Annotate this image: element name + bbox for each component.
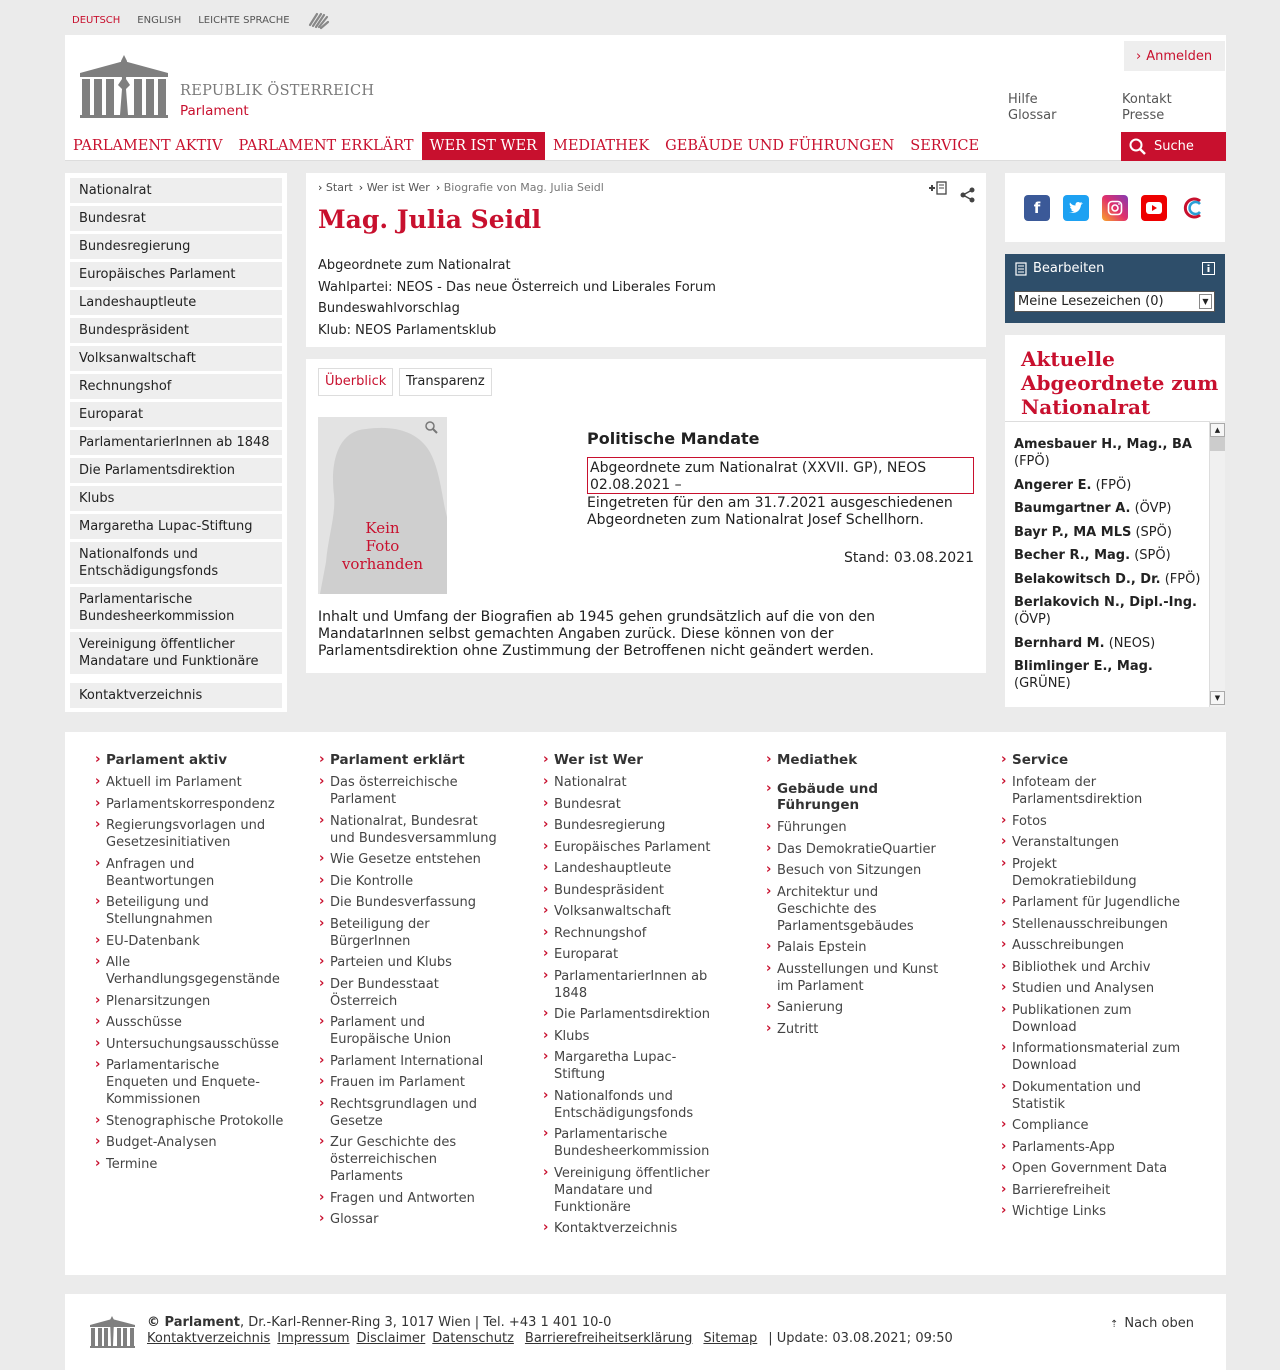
list-item[interactable]: Berlakovich N., Dipl.-Ing. (ÖVP) <box>1014 595 1197 627</box>
bookmarks-select[interactable] <box>1014 291 1215 312</box>
list-item[interactable]: Blimlinger E., Mag. (GRÜNE) <box>1014 659 1153 691</box>
footer-link[interactable]: › Das österreichische Parlament <box>319 774 499 808</box>
footer-link[interactable]: › Ausschüsse <box>95 1014 285 1031</box>
copyright-address: © Parlament, Dr.-Karl-Renner-Ring 3, 1017 Wien | Tel. +43 1 401 10-0 <box>147 1315 612 1330</box>
footer-link[interactable]: › ParlamentarierInnen ab 1848 <box>543 968 713 1002</box>
footer-link[interactable]: › Die Parlamentsdirektion <box>543 1006 713 1023</box>
info-icon[interactable] <box>1202 262 1215 275</box>
footer-link[interactable]: › Untersuchungsausschüsse <box>95 1036 285 1053</box>
nav-wer-ist-wer[interactable]: WER IST WER <box>422 132 545 160</box>
footer-link[interactable]: › Parlament für Jugendliche <box>1001 894 1181 911</box>
login-button[interactable] <box>1124 41 1225 71</box>
footer-link[interactable]: › Studien und Analysen <box>1001 980 1181 997</box>
language-bar <box>72 10 331 30</box>
lang-deutsch[interactable]: DEUTSCH <box>72 14 121 26</box>
footer-link[interactable]: › Europäisches Parlament <box>543 839 713 856</box>
profile-club: Klub: NEOS Parlamentsklub <box>318 322 497 338</box>
footer-link[interactable]: › Klubs <box>543 1028 713 1045</box>
brand-title: REPUBLIK ÖSTERREICH <box>180 83 375 99</box>
sidebar-item-nationalfonds[interactable]: Nationalfonds und Entschädigungsfonds <box>70 542 282 584</box>
link-barrierefreiheit[interactable]: Barrierefreiheitserklärung <box>524 1331 693 1346</box>
no-photo-text: Kein Foto vorhanden <box>341 519 424 573</box>
social-media-bar <box>1005 173 1225 242</box>
bookmarks-select-value: Meine Lesezeichen (0) <box>1018 294 1164 309</box>
nav-mediathek[interactable]: MEDIATHEK <box>552 138 650 154</box>
login-label: Anmelden <box>1146 48 1213 64</box>
footer-link[interactable]: › Beteiligung der BürgerInnen <box>319 916 499 950</box>
glossary-link[interactable]: Glossar <box>1008 108 1057 123</box>
footer-col-service <box>1001 752 1181 1225</box>
breadcrumb-current: › Biografie von Mag. Julia Seidl <box>435 181 604 194</box>
copyright-bar <box>65 1294 1226 1370</box>
sidebar-item-kontaktverzeichnis[interactable]: Kontaktverzeichnis <box>70 683 282 708</box>
sidebar-item-bundesregierung[interactable]: Bundesregierung <box>70 234 282 259</box>
footer-link[interactable]: › Nationalfonds und Entschädigungsfonds <box>543 1088 713 1122</box>
footer-link[interactable]: › Glossar <box>319 1211 499 1228</box>
stand-date: Stand: 03.08.2021 <box>843 550 974 566</box>
breadcrumb-wer-ist-wer[interactable]: › Wer ist Wer <box>358 181 430 194</box>
link-datenschutz[interactable]: Datenschutz <box>432 1331 514 1346</box>
footer-link[interactable]: › Volksanwaltschaft <box>543 903 713 920</box>
sidebar-item-lupac[interactable]: Margaretha Lupac-Stiftung <box>70 514 282 539</box>
footer-link[interactable]: › Informationsmaterial zum Download <box>1001 1040 1181 1074</box>
profile-list: Bundeswahlvorschlag <box>318 301 460 316</box>
nav-gebaeude[interactable]: GEBÄUDE UND FÜHRUNGEN <box>665 138 895 154</box>
footer-heading[interactable]: › Parlament erklärt <box>319 752 499 768</box>
bookmarks-header[interactable] <box>1015 261 1104 276</box>
mandate-note: Eingetreten für den am 31.7.2021 ausgeschiedenen Abgeordneten zum Nationalrat Josef Schellhorn. <box>587 495 953 528</box>
sidebar-item-bundesheerkommission[interactable]: Parlamentarische Bundesheerkommission <box>70 587 282 629</box>
header-links-right <box>1122 92 1172 124</box>
footer-link[interactable]: › Vereinigung öffentlicher Mandatare und Funktionäre <box>543 1165 713 1216</box>
list-item[interactable]: Belakowitsch D., Dr. (FPÖ) <box>1014 571 1201 587</box>
nav-parlament-aktiv[interactable]: PARLAMENT AKTIV <box>73 138 223 154</box>
tab-transparenz[interactable]: Transparenz <box>399 368 492 396</box>
sidebar-item-parlamentarier[interactable]: ParlamentarierInnen ab 1848 <box>70 430 282 455</box>
footer-link[interactable]: › Plenarsitzungen <box>95 993 285 1010</box>
arrow-up-icon: ⇡ <box>1109 1319 1119 1330</box>
footer-link[interactable]: › Kontaktverzeichnis <box>543 1220 713 1237</box>
breadcrumb-start[interactable]: › Start <box>318 181 353 194</box>
footer-link[interactable]: › Bundespräsident <box>543 882 713 899</box>
add-bookmark-icon[interactable] <box>928 181 948 197</box>
footer-link[interactable]: › Alle Verhandlungsgegenstände <box>95 954 285 988</box>
nav-service[interactable]: SERVICE <box>910 138 980 154</box>
footer-link[interactable]: › Fotos <box>1001 813 1181 830</box>
facebook-icon[interactable]: f <box>1024 195 1050 221</box>
footer-link[interactable]: › Open Government Data <box>1001 1160 1181 1177</box>
main-navigation <box>65 132 1226 161</box>
footer-link[interactable]: › Aktuell im Parlament <box>95 774 285 791</box>
footer-link[interactable]: › Margaretha Lupac-Stiftung <box>543 1049 713 1083</box>
footer-link[interactable]: › Frauen im Parlament <box>319 1074 499 1091</box>
parliament-logo-small-icon[interactable] <box>90 1316 135 1348</box>
help-link[interactable]: Hilfe <box>1008 92 1038 107</box>
mps-title: Aktuelle Abgeordnete zum Nationalrat <box>1021 347 1219 419</box>
footer-col-mediathek <box>766 752 951 1042</box>
contact-link[interactable]: Kontakt <box>1122 92 1172 107</box>
footer-link[interactable]: › Rechtsgrundlagen und Gesetze <box>319 1096 499 1130</box>
footer-link[interactable]: › Parlaments-App <box>1001 1139 1181 1156</box>
footer-link[interactable]: › Die Kontrolle <box>319 873 499 890</box>
list-item[interactable]: Bernhard M. (NEOS) <box>1014 635 1156 651</box>
tab-ueberblick[interactable]: Überblick <box>318 368 393 396</box>
sidebar-item-rechnungshof[interactable]: Rechnungshof <box>70 374 282 399</box>
footer-link[interactable]: › Parlament International <box>319 1053 499 1070</box>
footer-link[interactable]: › Bundesregierung <box>543 817 713 834</box>
footer-link[interactable]: › Fragen und Antworten <box>319 1190 499 1207</box>
biography-panel <box>306 359 986 673</box>
youtube-icon[interactable] <box>1141 195 1167 221</box>
footer-heading[interactable]: › Gebäude und Führungen <box>766 781 951 813</box>
footer-link[interactable]: › Palais Epstein <box>766 939 951 956</box>
mandates-heading: Politische Mandate <box>587 429 760 448</box>
footer-col-wer-ist-wer <box>543 752 713 1242</box>
footer-link[interactable]: › Projekt Demokratiebildung <box>1001 856 1181 890</box>
footer-link[interactable]: › Bibliothek und Archiv <box>1001 959 1181 976</box>
profile-role: Abgeordnete zum Nationalrat <box>318 258 511 273</box>
footer-link[interactable]: › Termine <box>95 1156 285 1173</box>
sign-language-icon[interactable] <box>307 10 331 30</box>
link-impressum[interactable]: Impressum <box>277 1331 350 1346</box>
footer-link[interactable]: › Führungen <box>766 819 951 836</box>
footer-link[interactable]: › Barrierefreiheit <box>1001 1182 1181 1199</box>
footer-link[interactable]: › Bundesrat <box>543 796 713 813</box>
back-to-top-button[interactable]: ⇡ Nach oben <box>1109 1316 1194 1331</box>
open-data-icon[interactable] <box>1180 195 1206 221</box>
mandate-title: Abgeordnete zum Nationalrat (XXVII. GP), NEOS <box>590 460 927 476</box>
zoom-icon[interactable] <box>424 420 438 434</box>
footer-link[interactable]: › Parlamentarische Bundesheerkommission <box>543 1126 713 1160</box>
sidebar-item-volksanwaltschaft[interactable]: Volksanwaltschaft <box>70 346 282 371</box>
header-links-left <box>1008 92 1057 124</box>
brand-subtitle: Parlament <box>180 103 249 119</box>
instagram-icon[interactable] <box>1102 195 1128 221</box>
footer-link[interactable]: › Ausstellungen und Kunst im Parlament <box>766 961 951 995</box>
footer-link[interactable]: › Anfragen und Beantwortungen <box>95 856 285 890</box>
twitter-icon[interactable] <box>1063 195 1089 221</box>
footer-heading[interactable]: › Service <box>1001 752 1181 768</box>
sidebar-item-nationalrat[interactable]: Nationalrat <box>70 178 282 203</box>
sidebar-item-bundespraesident[interactable]: Bundespräsident <box>70 318 282 343</box>
sidebar-item-eu-parlament[interactable]: Europäisches Parlament <box>70 262 282 287</box>
legal-links <box>147 1331 953 1346</box>
sidebar <box>65 173 287 712</box>
footer-link[interactable]: › Wichtige Links <box>1001 1203 1181 1220</box>
list-item[interactable]: Bayr P., MA MLS (SPÖ) <box>1014 524 1172 540</box>
footer-link[interactable]: › Dokumentation und Statistik <box>1001 1079 1181 1113</box>
search-label: Suche <box>1154 139 1194 154</box>
footer-link[interactable]: › Besuch von Sitzungen <box>766 862 951 879</box>
footer-link[interactable]: › Zutritt <box>766 1021 951 1038</box>
chevron-down-icon: ▼ <box>1199 294 1212 309</box>
nav-parlament-erklaert[interactable]: PARLAMENT ERKLÄRT <box>238 138 414 154</box>
footer-link[interactable]: › Stellenausschreibungen <box>1001 916 1181 933</box>
lang-easy[interactable]: LEICHTE SPRACHE <box>198 14 290 26</box>
search-icon <box>1129 138 1146 155</box>
mps-scrollbar[interactable] <box>1209 421 1225 707</box>
mps-list <box>1005 421 1209 707</box>
list-item[interactable]: Baumgartner A. (ÖVP) <box>1014 501 1172 516</box>
sidebar-item-parlamentsdirektion[interactable]: Die Parlamentsdirektion <box>70 458 282 483</box>
footer-link[interactable]: › Wie Gesetze entstehen <box>319 851 499 868</box>
footer-link[interactable]: › Nationalrat <box>543 774 713 791</box>
footer-link[interactable]: › Ausschreibungen <box>1001 937 1181 954</box>
footer-link[interactable]: › Parteien und Klubs <box>319 954 499 971</box>
footer-link[interactable]: › Stenographische Protokolle <box>95 1113 285 1130</box>
page-title: Mag. Julia Seidl <box>318 205 542 234</box>
footer-link[interactable]: › Parlament und Europäische Union <box>319 1014 499 1048</box>
bookmarks-panel <box>1005 254 1225 323</box>
footer-link[interactable]: › Nationalrat, Bundesrat und Bundesversammlung <box>319 813 499 847</box>
site-header <box>65 35 1226 132</box>
footer-col-parlament-aktiv <box>95 752 285 1177</box>
scroll-thumb[interactable] <box>1210 437 1225 451</box>
list-item[interactable]: Becher R., Mag. (SPÖ) <box>1014 548 1171 563</box>
sidebar-item-vereinigung[interactable]: Vereinigung öffentlicher Mandatare und Funktionäre <box>70 632 282 674</box>
bio-disclaimer: Inhalt und Umfang der Biografien ab 1945 gehen grundsätzlich auf die von den MandatarInnen selbst gemachten Angaben zurück. Diese können von der Parlamentsdirektion ohne Zustimmung der Betroffenen nicht geändert werden. <box>318 609 876 659</box>
search-button[interactable] <box>1121 132 1226 161</box>
profile-photo-placeholder[interactable] <box>318 417 447 594</box>
breadcrumb <box>318 181 604 194</box>
footer-link[interactable]: › Veranstaltungen <box>1001 834 1181 851</box>
footer-link[interactable]: › Publikationen zum Download <box>1001 1002 1181 1036</box>
footer-link[interactable]: › EU-Datenbank <box>95 933 285 950</box>
link-kontaktverzeichnis[interactable]: Kontaktverzeichnis <box>147 1331 271 1346</box>
sidebar-item-europarat[interactable]: Europarat <box>70 402 282 427</box>
footer-link[interactable]: › Landeshauptleute <box>543 860 713 877</box>
footer-link[interactable]: › Compliance <box>1001 1117 1181 1134</box>
footer-link[interactable]: › Rechnungshof <box>543 925 713 942</box>
chevron-right-icon: › <box>1136 48 1142 64</box>
current-mps-panel <box>1005 335 1225 707</box>
footer-heading[interactable]: › Wer ist Wer <box>543 752 713 768</box>
footer-link[interactable]: › Parlamentskorrespondenz <box>95 796 285 813</box>
footer-link[interactable]: › Parlamentarische Enqueten und Enquete-Kommissionen <box>95 1057 285 1108</box>
footer-link[interactable]: › Die Bundesverfassung <box>319 894 499 911</box>
profile-info <box>318 255 716 341</box>
footer-link[interactable]: › Der Bundesstaat Österreich <box>319 976 499 1010</box>
press-link[interactable]: Presse <box>1122 108 1165 123</box>
footer-link[interactable]: › Beteiligung und Stellungnahmen <box>95 894 285 928</box>
update-info: | Update: 03.08.2021; 09:50 <box>768 1331 953 1346</box>
footer-link[interactable]: › Regierungsvorlagen und Gesetzesinitiativen <box>95 817 285 851</box>
footer-heading[interactable]: › Mediathek <box>766 752 951 768</box>
mandate-date: 02.08.2021 – <box>590 477 682 493</box>
sidebar-item-landeshauptleute[interactable]: Landeshauptleute <box>70 290 282 315</box>
bookmarks-edit-label: Bearbeiten <box>1033 261 1105 276</box>
footer-link[interactable]: › Infoteam der Parlamentsdirektion <box>1001 774 1181 808</box>
footer-link[interactable]: › Zur Geschichte des österreichischen Parlaments <box>319 1134 499 1185</box>
sidebar-item-bundesrat[interactable]: Bundesrat <box>70 206 282 231</box>
footer-col-parlament-erklaert <box>319 752 499 1233</box>
profile-party: Wahlpartei: NEOS - Das neue Österreich und Liberales Forum <box>318 279 716 295</box>
footer-link[interactable]: › Budget-Analysen <box>95 1134 285 1151</box>
share-icon[interactable] <box>960 187 975 203</box>
sidebar-item-klubs[interactable]: Klubs <box>70 486 282 511</box>
scroll-down-icon[interactable]: ▼ <box>1210 691 1225 705</box>
bookmark-icon <box>1015 262 1027 276</box>
footer-link[interactable]: › Architektur und Geschichte des Parlamentsgebäudes <box>766 884 951 935</box>
mandate-entry <box>587 457 974 494</box>
footer-sitemap <box>65 732 1226 1275</box>
footer-heading[interactable]: › Parlament aktiv <box>95 752 285 768</box>
parliament-logo-icon[interactable] <box>80 55 168 118</box>
scroll-up-icon[interactable]: ▲ <box>1210 423 1225 437</box>
footer-link[interactable]: › Europarat <box>543 946 713 963</box>
lang-english[interactable]: ENGLISH <box>137 14 182 26</box>
list-item[interactable]: Amesbauer H., Mag., BA (FPÖ) <box>1014 437 1192 469</box>
footer-link[interactable]: › Das DemokratieQuartier <box>766 841 951 858</box>
list-item[interactable]: Angerer E. (FPÖ) <box>1014 477 1132 493</box>
profile-panel <box>306 173 986 347</box>
link-disclaimer[interactable]: Disclaimer <box>356 1331 426 1346</box>
link-sitemap[interactable]: Sitemap <box>703 1331 758 1346</box>
footer-link[interactable]: › Sanierung <box>766 999 951 1016</box>
